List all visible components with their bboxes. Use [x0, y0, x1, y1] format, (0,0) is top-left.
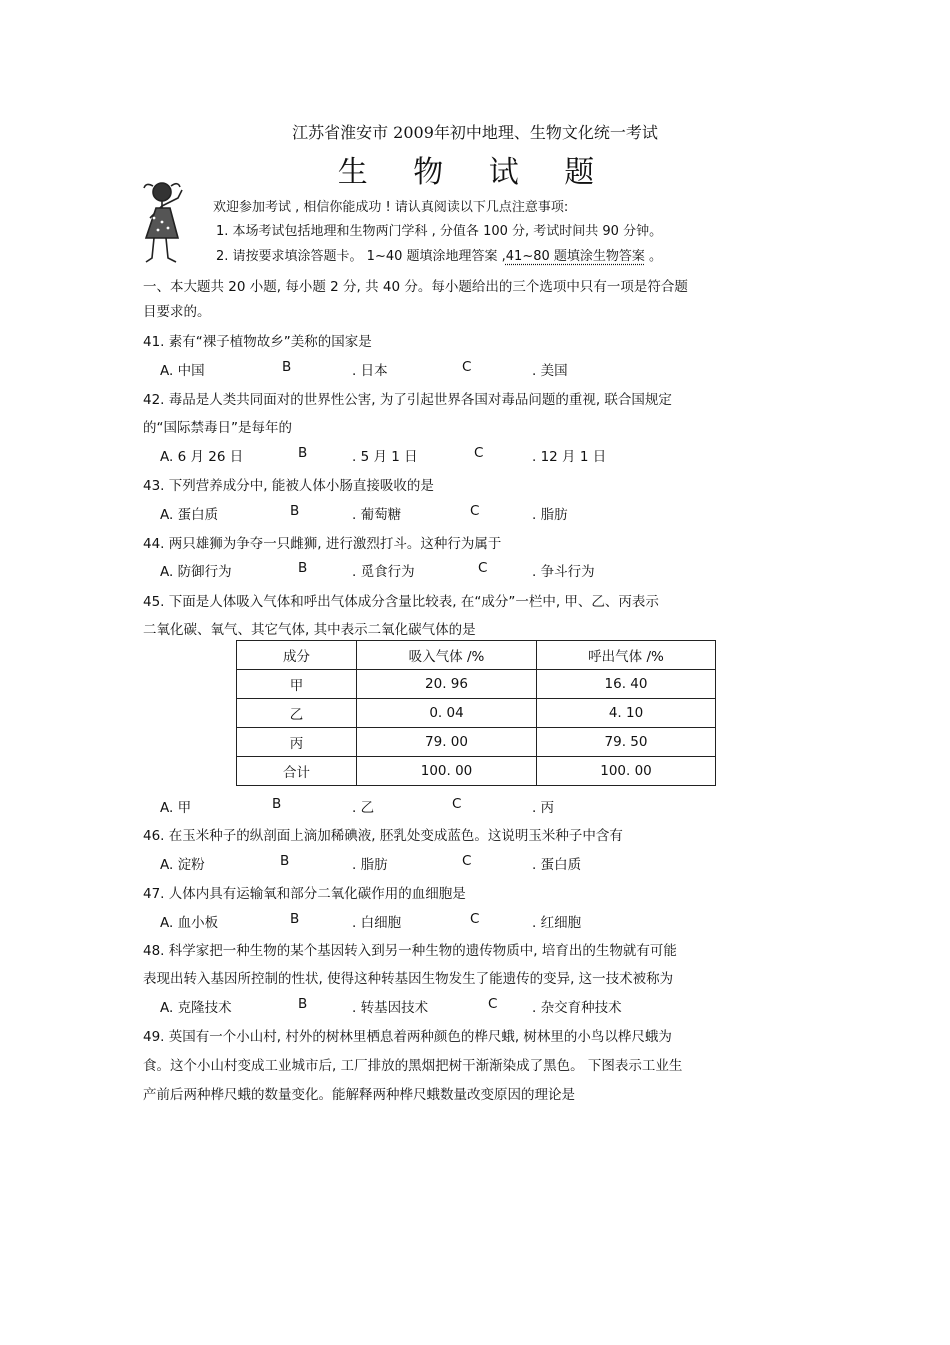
section-instructions-cont: 目要求的。: [143, 304, 211, 320]
question-44-option-c-letter: C: [478, 560, 488, 576]
question-45-option-c-letter: C: [452, 796, 462, 812]
question-46-option-b-letter: B: [280, 853, 290, 869]
question-45-stem: 45. 下面是人体吸入气体和呼出气体成分含量比较表, 在“成分”一栏中, 甲、乙、丙表示: [143, 594, 659, 610]
table-row: [237, 670, 716, 699]
question-43-option-c: . 脂肪: [532, 507, 568, 523]
question-48-option-c: . 杂交育种技术: [532, 1000, 622, 1016]
question-47-option-b: . 白细胞: [352, 915, 402, 931]
question-43-stem: 43. 下列营养成分中, 能被人体小肠直接吸收的是: [143, 478, 434, 494]
table-cell: 100. 00: [537, 757, 716, 786]
question-49-stem: 49. 英国有一个小山村, 村外的树林里栖息着两种颜色的桦尺蛾, 树林里的小鸟以桦尺蛾为: [143, 1029, 672, 1045]
question-45-option-c: . 丙: [532, 800, 555, 816]
table-header-cell: 吸入气体 /%: [357, 641, 537, 670]
question-42-stem: 42. 毒品是人类共同面对的世界性公害, 为了引起世界各国对毒品问题的重视, 联合国规定: [143, 392, 672, 408]
notice-item-2-prefix: 2. 请按要求填涂答题卡。 1~40 题填涂地理答案 ,: [216, 249, 506, 264]
table-header-cell: 成分: [237, 641, 357, 670]
notice-item-2-emphasis: 41~80 题填涂生物答案: [505, 249, 645, 264]
question-44-option-b: . 觅食行为: [352, 564, 415, 580]
question-48-option-b: . 转基因技术: [352, 1000, 429, 1016]
table-cell: 甲: [237, 670, 357, 699]
question-45-stem-cont: 二氧化碳、氧气、其它气体, 其中表示二氧化碳气体的是: [143, 622, 476, 638]
question-45-option-b: . 乙: [352, 800, 375, 816]
question-41-option-b-letter: B: [282, 359, 292, 375]
table-header-cell: 呼出气体 /%: [537, 641, 716, 670]
table-cell: 20. 96: [357, 670, 537, 699]
question-42-option-a: A. 6 月 26 日: [160, 449, 244, 465]
question-41-option-c-letter: C: [462, 359, 472, 375]
question-48-stem-cont: 表现出转入基因所控制的性状, 使得这种转基因生物发生了能遗传的变异, 这一技术被称为: [143, 971, 674, 987]
question-42-option-c: . 12 月 1 日: [532, 449, 607, 465]
question-46-option-a: A. 淀粉: [160, 857, 205, 873]
notice-item-2-suffix: 。: [644, 249, 663, 264]
table-cell: 合计: [237, 757, 357, 786]
question-47-option-b-letter: B: [290, 911, 300, 927]
question-44-option-a: A. 防御行为: [160, 564, 232, 580]
question-43-option-b: . 葡萄糖: [352, 507, 402, 523]
question-41-option-b: . 日本: [352, 363, 388, 379]
notice-item-2: [216, 245, 662, 264]
table-row: [237, 728, 716, 757]
table-cell: 100. 00: [357, 757, 537, 786]
question-46-option-c: . 蛋白质: [532, 857, 582, 873]
question-47-option-c: . 红细胞: [532, 915, 582, 931]
question-47-option-a: A. 血小板: [160, 915, 219, 931]
table-cell: 79. 00: [357, 728, 537, 757]
question-43-option-c-letter: C: [470, 503, 480, 519]
table-cell: 丙: [237, 728, 357, 757]
question-43-option-a: A. 蛋白质: [160, 507, 219, 523]
question-42-stem-cont: 的“国际禁毒日”是每年的: [143, 420, 292, 436]
cartoon-girl-illustration: [138, 178, 200, 270]
question-46-stem: 46. 在玉米种子的纵剖面上滴加稀碘液, 胚乳处变成蓝色。这说明玉米种子中含有: [143, 828, 623, 844]
notice-item-1: 1. 本场考试包括地理和生物两门学科 , 分值各 100 分, 考试时间共 90 分钟。: [216, 224, 663, 239]
table-cell: 0. 04: [357, 699, 537, 728]
question-48-option-a: A. 克隆技术: [160, 1000, 232, 1016]
question-47-stem: 47. 人体内具有运输氧和部分二氧化碳作用的血细胞是: [143, 886, 466, 902]
question-41-option-c: . 美国: [532, 363, 568, 379]
question-42-option-c-letter: C: [474, 445, 484, 461]
question-44-option-b-letter: B: [298, 560, 308, 576]
question-44-option-c: . 争斗行为: [532, 564, 595, 580]
question-45-option-b-letter: B: [272, 796, 282, 812]
question-47-option-c-letter: C: [470, 911, 480, 927]
question-42-option-b: . 5 月 1 日: [352, 449, 418, 465]
notice-intro: 欢迎参加考试 , 相信你能成功 ! 请认真阅读以下几点注意事项:: [213, 200, 569, 215]
question-44-stem: 44. 两只雄狮为争夺一只雌狮, 进行激烈打斗。这种行为属于: [143, 536, 502, 552]
table-cell: 79. 50: [537, 728, 716, 757]
page-title: 生 物 试 题: [337, 155, 613, 190]
question-42-option-b-letter: B: [298, 445, 308, 461]
table-header-row: [237, 641, 716, 670]
section-instructions: 一、本大题共 20 小题, 每小题 2 分, 共 40 分。每小题给出的三个选项中只有一项是符合题: [143, 279, 688, 295]
question-41-stem: 41. 素有“裸子植物故乡”美称的国家是: [143, 334, 372, 350]
gas-composition-table: [236, 640, 716, 786]
table-cell: 4. 10: [537, 699, 716, 728]
question-41-option-a: A. 中国: [160, 363, 205, 379]
table-row: [237, 699, 716, 728]
question-49-stem-cont: 食。这个小山村变成工业城市后, 工厂排放的黑烟把树干渐渐染成了黑色。 下图表示工业生: [143, 1058, 683, 1074]
question-49-stem-cont-2: 产前后两种桦尺蛾的数量变化。能解释两种桦尺蛾数量改变原因的理论是: [143, 1087, 575, 1103]
table-cell: 乙: [237, 699, 357, 728]
question-48-option-c-letter: C: [488, 996, 498, 1012]
table-cell: 16. 40: [537, 670, 716, 699]
exam-subtitle: 江苏省淮安市 2009年初中地理、生物文化统一考试: [292, 123, 658, 142]
question-48-option-b-letter: B: [298, 996, 308, 1012]
table-row: [237, 757, 716, 786]
question-46-option-b: . 脂肪: [352, 857, 388, 873]
question-43-option-b-letter: B: [290, 503, 300, 519]
question-46-option-c-letter: C: [462, 853, 472, 869]
question-48-stem: 48. 科学家把一种生物的某个基因转入到另一种生物的遗传物质中, 培育出的生物就有可能: [143, 943, 677, 959]
question-45-option-a: A. 甲: [160, 800, 192, 816]
